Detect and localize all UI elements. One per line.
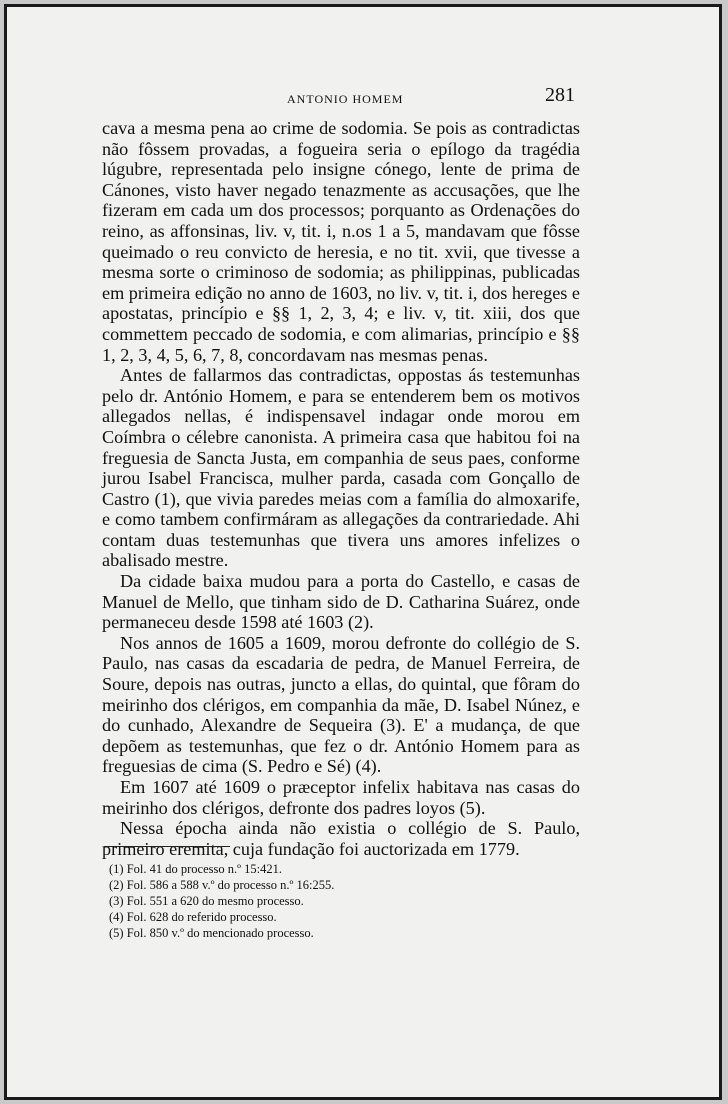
page-number: 281 [545, 84, 575, 106]
footnote: (3) Fol. 551 a 620 do mesmo processo. [109, 894, 304, 908]
paragraph: Nos annos de 1605 a 1609, morou defronte do collégio de S. Paulo, nas casas da escadaria de pedra, de Manuel Ferreira, de Soure, depois nas outras, juncto a ellas, do quintal, que fôram do meirinho dos clérigos, em companhia da mãe, D. Isabel Núnez, e do cunhado, Alexandre de Sequeira (3). E' a mudança, de que depõem as testemunhas, que fez o dr. António Homem para as freguesias de cima (S. Pedro e Sé) (4). [102, 632, 580, 777]
footnote: (5) Fol. 850 v.º do mencionado processo. [109, 926, 314, 940]
footnotes [109, 861, 469, 941]
paragraph: Da cidade baixa mudou para a porta do Castello, e casas de Manuel de Mello, que tinham sido de D. Catharina Suárez, onde permaneceu desde 1598 até 1603 (2). [102, 571, 580, 633]
paragraph: Em 1607 até 1609 o præceptor infelix habitava nas casas do meirinho dos clérigos, defronte dos padres loyos (5). [102, 777, 580, 818]
paragraph: Nessa épocha ainda não existia o collégio de S. Paulo, primeiro eremita, cuja fundação foi auctorizada em 1779. [102, 818, 580, 859]
running-title: ANTONIO HOMEM [287, 92, 404, 106]
paragraph: cava a mesma pena ao crime de sodomia. Se pois as contradictas não fôssem provadas, a fogueira seria o epílogo da tragédia lúgubre, representada pelo insigne cónego, lente de prima de Cánones, visto haver negado tenazmente as accusações, que lhe fizeram em cada um dos processos; porquanto as Ordenações do reino, as affonsinas, liv. v, tit. i, n.os 1 a 5, mandavam que fôsse queimado o reu convicto de heresia, e no tit. xvii, que tivesse a mesma sorte o criminoso de sodomia; as philippinas, publicadas em primeira edição no anno de 1603, no liv. v, tit. i, dos hereges e apostatas, princípio e §§ 1, 2, 3, 4; e liv. v, tit. xiii, dos que commettem peccado de sodomia, e com alimarias, princípio e §§ 1, 2, 3, 4, 5, 6, 7, 8, concordavam nas mesmas penas. [102, 118, 580, 365]
footnote: (1) Fol. 41 do processo n.º 15:421. [109, 862, 282, 876]
footnote-rule [104, 846, 230, 847]
body-text [102, 118, 580, 859]
paragraph: Antes de fallarmos das contradictas, oppostas ás testemunhas pelo dr. António Homem, e para se entenderem bem os motivos allegados nellas, é indispensavel indagar onde morou em Coímbra o célebre canonista. A primeira casa que habitou foi na freguesia de Sancta Justa, em companhia de seus paes, conforme jurou Isabel Francisca, mulher parda, casada com Gonçallo de Castro (1), que vivia paredes meias com a família do almoxarife, e como tambem confirmáram as allegações da contrariedade. Ahi contam duas testemunhas que tivera uns amores infelizes o abalisado mestre. [102, 365, 580, 571]
page-header [107, 84, 587, 112]
footnote: (2) Fol. 586 a 588 v.º do processo n.º 16:255. [109, 878, 335, 892]
footnote: (4) Fol. 628 do referido processo. [109, 910, 277, 924]
